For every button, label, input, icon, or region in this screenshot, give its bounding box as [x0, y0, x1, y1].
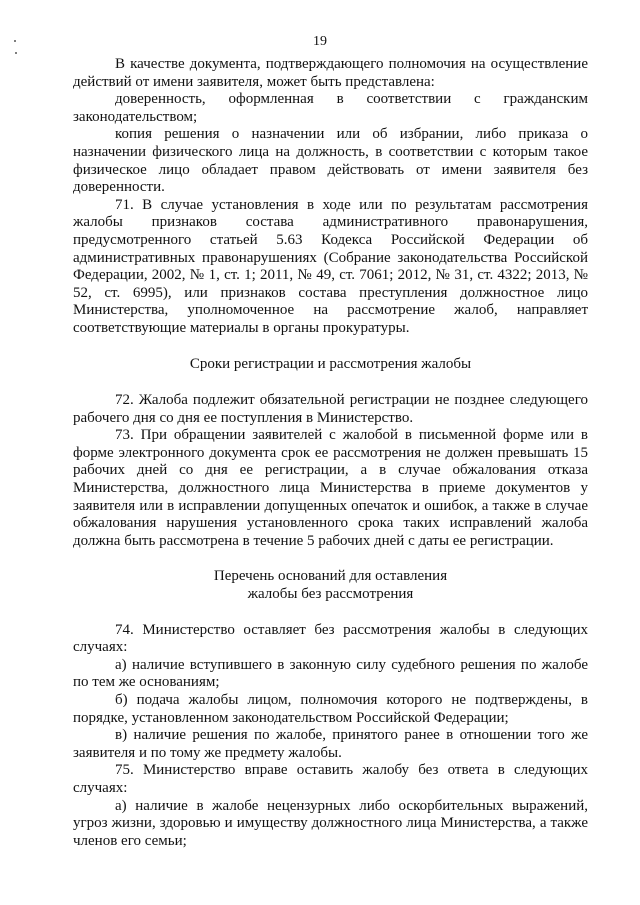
paragraph-72: 72. Жалоба подлежит обязательной регистрации не позднее следующего рабочего дня со дня ее поступления в Министерство. — [73, 392, 588, 426]
paragraph-73: 73. При обращении заявителей с жалобой в письменной форме или в форме электронного документа срок ее рассмотрения не должен превышать 15 рабочих дней со дня ее регистрации, а в случае обжалования отказа Министерства, должностного лица Министерства в приеме документов у заявителя или в исправлении допущенных опечаток и ошибок, а также в случае обжалования нарушения установленного срока таких исправлений жалоба должна быть рассмотрена в течение 5 рабочих дней с даты ее регистрации. — [73, 427, 588, 549]
page-number: 19 — [313, 34, 327, 49]
paragraph-74-c: в) наличие решения по жалобе, принятого ранее в отношении того же заявителя и по тому же предмету жалобы. — [73, 727, 588, 761]
section-heading-grounds-line2: жалобы без рассмотрения — [247, 586, 414, 603]
paragraph-appointment-copy: копия решения о назначении или об избрании, либо приказа о назначении физического лица на должность, в соответствии с которым такое физическое лицо обладает правом действовать от имени заявителя без доверенности. — [73, 126, 588, 196]
document-body — [73, 56, 588, 850]
paragraph-power-of-attorney: доверенность, оформленная в соответствии с гражданским законодательством; — [73, 91, 588, 125]
paragraph-74-b: б) подача жалобы лицом, полномочия которого не подтверждены, в порядке, установленном законодательством Российской Федерации; — [73, 692, 588, 726]
paragraph-71: 71. В случае установления в ходе или по результатам рассмотрения жалобы признаков состава административного правонарушения, предусмотренного статьей 5.63 Кодекса Российской Федерации об административных правонарушениях (Собрание законодательства Российской Федерации, 2002, № 1, ст. 1; 2011, № 49, ст. 7061; 2012, № 31, ст. 4322; 2013, № 52, ст. 6995), или признаков состава преступления должностное лицо Министерства, уполномоченное на рассмотрение жалоб, направляет соответствующие материалы в органы прокуратуры. — [73, 196, 588, 336]
scan-speck — [14, 40, 16, 42]
paragraph-75: 75. Министерство вправе оставить жалобу без ответа в следующих случаях: — [73, 762, 588, 796]
paragraph-74-a: а) наличие вступившего в законную силу судебного решения по жалобе по тем же основаниям; — [73, 656, 588, 691]
paragraph-74: 74. Министерство оставляет без рассмотрения жалобы в следующих случаях: — [73, 621, 588, 656]
section-heading-grounds-line1: Перечень оснований для оставления — [213, 568, 448, 585]
scan-speck — [15, 52, 17, 54]
paragraph-75-a: а) наличие в жалобе нецензурных либо оскорбительных выражений, угроз жизни, здоровью и имуществу должностного лица Министерства, а также членов его семьи; — [73, 797, 588, 849]
paragraph-authority-docs: В качестве документа, подтверждающего полномочия на осуществление действий от имени заявителя, может быть представлена: — [73, 56, 588, 90]
section-heading-deadlines: Сроки регистрации и рассмотрения жалобы — [189, 355, 472, 372]
